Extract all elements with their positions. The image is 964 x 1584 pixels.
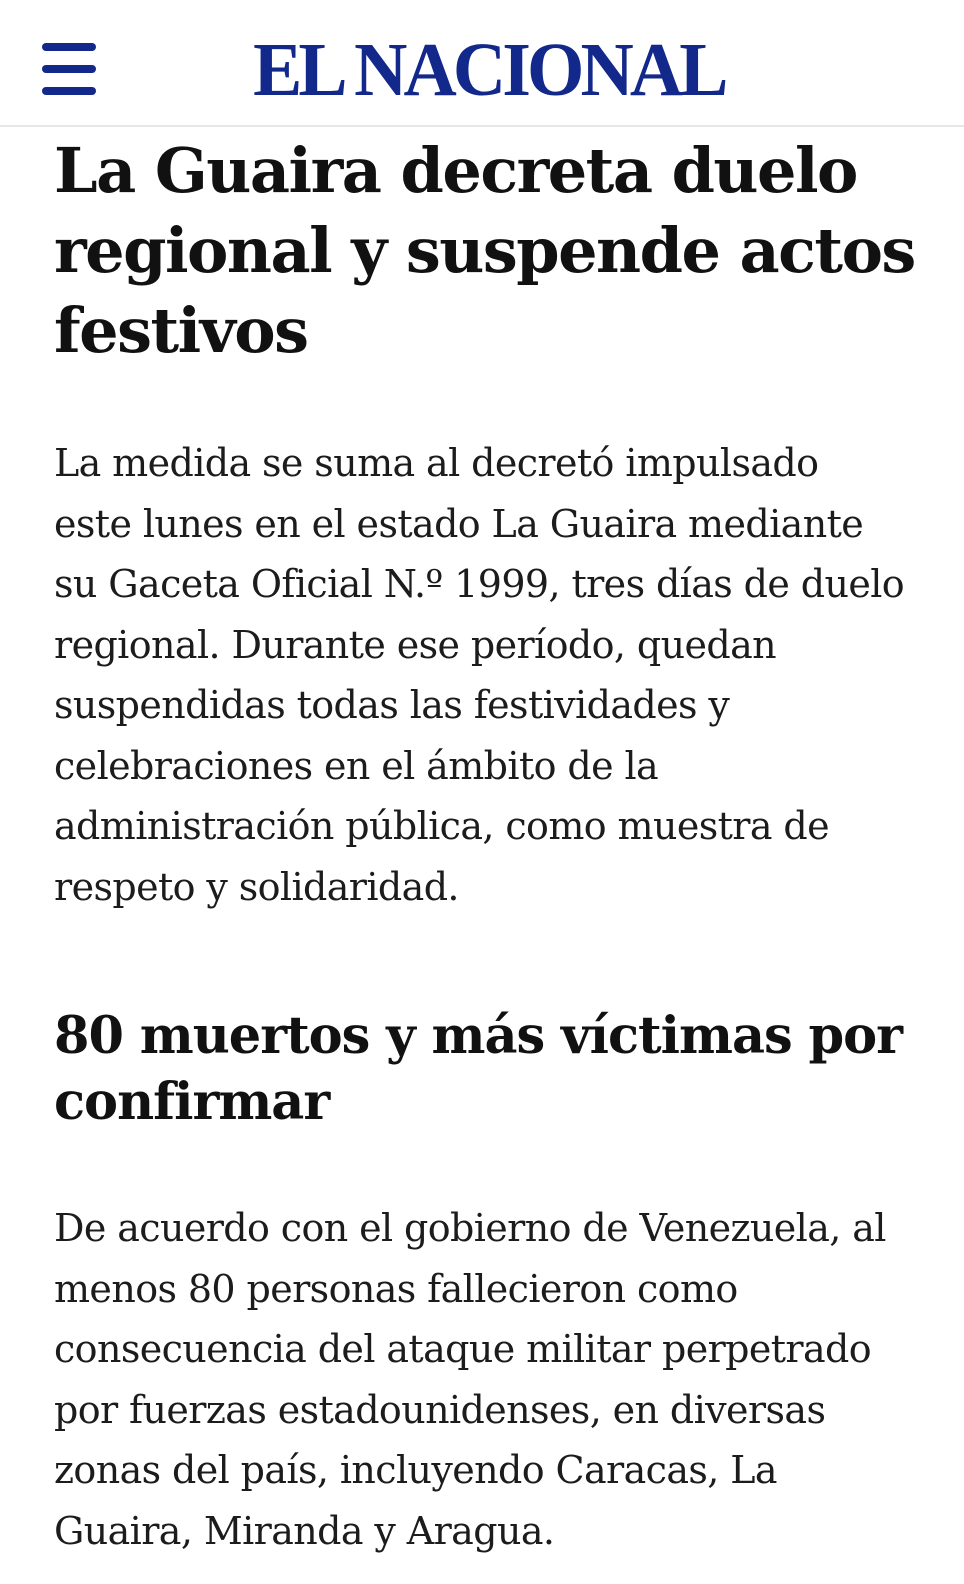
headline-line: festivos [54,294,308,367]
paragraph-line: este lunes en el estado La Guaira mediante [54,501,864,546]
paragraph-line: consecuencia del ataque militar perpetrado [54,1327,872,1371]
site-logo[interactable]: EL NACIONAL [253,28,725,112]
paragraph-line: por fuerzas estadounidenses, en diversas [54,1387,826,1432]
article-paragraph-2 [54,1198,934,1561]
paragraph-line: administración pública, como muestra de [54,804,830,848]
paragraph-line: La medida se suma al decretó impulsado [54,441,819,485]
article-headline [54,131,914,371]
subheading-line: 80 muertos y más víctimas por [54,1006,903,1066]
headline-line: La Guaira decreta duelo [54,134,857,207]
article-paragraph-1 [54,433,934,917]
subheading-line: confirmar [54,1072,330,1132]
paragraph-line: regional. Durante ese período, quedan [54,622,776,667]
paragraph-line: De acuerdo con el gobierno de Venezuela, al [54,1206,886,1250]
paragraph-line: celebraciones en el ámbito de la [54,743,659,788]
headline-line: regional y suspende actos [54,214,915,287]
paragraph-line: menos 80 personas fallecieron como [54,1266,738,1311]
site-header [0,0,964,127]
paragraph-line: zonas del país, incluyendo Caracas, La [54,1448,777,1492]
paragraph-line: suspendidas todas las festividades y [54,683,730,727]
article-body [54,131,924,1553]
article-subheading [54,1003,914,1135]
paragraph-line: su Gaceta Oficial N.º 1999, tres días de duelo [54,562,905,606]
paragraph-line: Guaira, Miranda y Aragua. [54,1508,555,1553]
paragraph-line: respeto y solidaridad. [54,864,459,909]
